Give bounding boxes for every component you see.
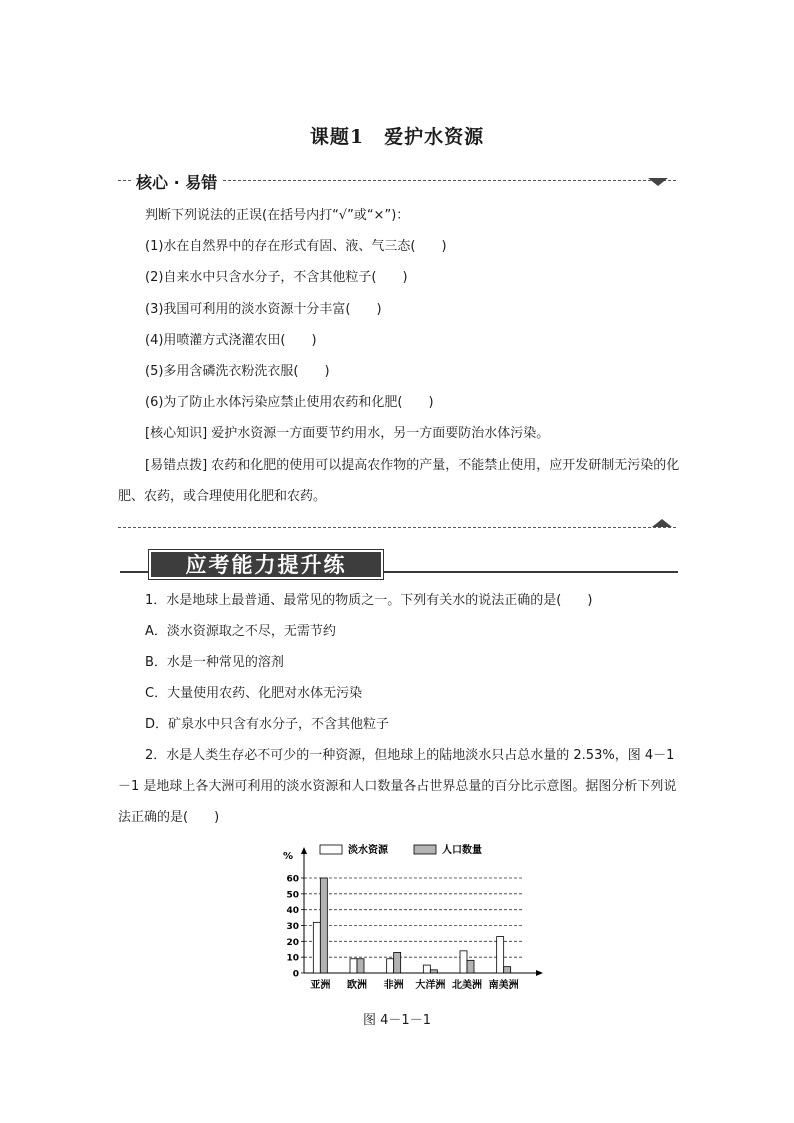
y-axis-arrow-icon	[301, 847, 307, 854]
bar-freshwater	[350, 959, 357, 973]
bar-population	[357, 959, 364, 973]
bar-freshwater	[387, 959, 394, 973]
bar-population	[430, 970, 437, 973]
bar-freshwater	[313, 922, 320, 973]
y-tick-label: 40	[286, 906, 299, 917]
x-tick-label: 欧洲	[347, 980, 367, 991]
y-tick-label: 30	[286, 922, 299, 932]
option-a: A．淡水资源取之不尽，无需节约	[145, 624, 336, 639]
statement-item: (2)自来水中只含水分子，不含其他粒子( )	[145, 270, 408, 285]
bar-freshwater	[497, 937, 504, 973]
error-tip: [易错点拨] 农药和化肥的使用可以提高农作物的产量，不能禁止使用，应开发研制无污染的化肥、农药，或合理使用化肥和农药。	[118, 458, 680, 504]
statement-item: (1)水在自然界中的存在形式有固、液、气三态( )	[145, 239, 447, 254]
x-tick-label: 大洋洲	[415, 980, 446, 991]
y-tick-label: 10	[286, 953, 299, 964]
question-1-stem: 1．水是地球上最普通、最常见的物质之一。下列有关水的说法正确的是( )	[145, 593, 593, 608]
y-axis-label: %	[283, 851, 294, 862]
figure-caption: 图 4－1－1	[363, 1013, 431, 1028]
section-heading: 核心 · 易错	[132, 170, 221, 193]
triangle-up-icon	[652, 519, 672, 527]
bar-population	[467, 960, 474, 973]
x-tick-label: 非洲	[383, 980, 404, 991]
y-tick-label: 0	[292, 969, 299, 980]
statement-item: (5)多用含磷洗衣粉洗衣服( )	[145, 364, 330, 379]
page-title: 课题1 爱护水资源	[309, 126, 485, 148]
statement-item: (6)为了防止水体污染应禁止使用农药和化肥( )	[145, 395, 434, 410]
bar-population	[504, 967, 511, 973]
x-axis-arrow-icon	[536, 970, 543, 976]
option-d: D．矿泉水中只含有水分子，不含其他粒子	[145, 717, 390, 732]
legend-label: 人口数量	[442, 845, 482, 856]
legend-swatch	[414, 845, 436, 854]
x-tick-label: 南美洲	[488, 980, 519, 991]
bar-population	[394, 952, 401, 973]
section-divider-bottom	[118, 527, 676, 528]
bar-freshwater	[460, 951, 467, 973]
bar-freshwater	[423, 965, 430, 973]
section-banner	[148, 549, 384, 580]
statement-item: (4)用喷灌方式浇灌农田( )	[145, 333, 317, 348]
y-tick-label: 50	[286, 890, 299, 901]
x-tick-label: 亚洲	[310, 980, 331, 991]
question-intro: 判断下列说法的正误(在括号内打“√”或“×”)：	[145, 208, 410, 223]
statement-item: (3)我国可利用的淡水资源十分丰富( )	[145, 302, 382, 317]
triangle-down-icon	[648, 178, 668, 186]
y-tick-label: 60	[286, 874, 299, 885]
option-b: B．水是一种常见的溶剂	[145, 655, 284, 670]
question-2-stem: 2．水是人类生存必不可少的一种资源，但地球上的陆地淡水只占总水量的 2.53%，图 4－1－1 是地球上各大洲可利用的淡水资源和人口数量各占世界总量的百分比示意图。据图分析下列说法正确的是( )	[118, 748, 677, 825]
bar-population	[320, 878, 327, 973]
section-banner-label: 应考能力提升练	[151, 552, 381, 577]
y-tick-label: 20	[286, 937, 299, 948]
option-c: C．大量使用农药、化肥对水体无污染	[145, 686, 363, 701]
x-tick-label: 北美洲	[452, 980, 482, 991]
core-knowledge: [核心知识] 爱护水资源一方面要节约用水，另一方面要防治水体污染。	[145, 426, 550, 441]
legend-label: 淡水资源	[348, 845, 388, 856]
legend-swatch	[320, 845, 342, 854]
bar-chart	[280, 838, 550, 993]
